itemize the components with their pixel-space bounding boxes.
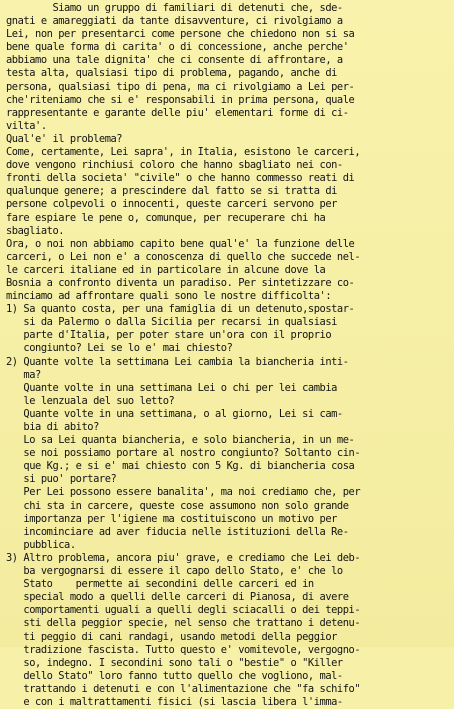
text-line: pubblica. bbox=[6, 538, 76, 551]
text-line: Siamo un gruppo di familiari di detenuti che, sde- bbox=[6, 2, 343, 14]
text-line: si puo' portare? bbox=[6, 473, 117, 486]
text-line: bia di abito? bbox=[6, 421, 99, 433]
text-line: rappresentante e garante delle piu' elementari forme di ci- bbox=[6, 106, 349, 119]
text-line: bene quale forma di carita' o di concessione, anche perche' bbox=[6, 41, 349, 54]
text-line: qualunque genere; a prescindere dal fatto se si tratta di bbox=[6, 185, 337, 198]
text-line: tradizione fascista. Tutto questo e' vomitevole, vergogno- bbox=[6, 643, 361, 656]
text-line: Come, certamente, Lei sapra', in Italia, esistono le carceri, bbox=[6, 146, 361, 159]
text-line: ba vergognarsi di essere il capo dello Stato, e' che lo bbox=[6, 565, 343, 578]
text-line: special modo a quelli delle carceri di Pianosa, di avere bbox=[6, 591, 349, 604]
text-line: le lenzuala del suo letto? bbox=[6, 394, 175, 407]
text-line: importanza per l'igiene ma costituiscono un motivo per bbox=[6, 512, 337, 525]
text-line: comportamenti uguali a quelli degli sciacalli o dei teppi- bbox=[6, 604, 361, 617]
text-line: gnati e amareggiati da tante disavventure, ci rivolgiamo a bbox=[6, 15, 343, 28]
list-item-3: 3) Altro problema, ancora piu' grave, e crediamo che Lei deb- bbox=[6, 551, 361, 564]
list-item-1: 1) Sa quanto costa, per una famiglia di un detenuto,spostar- bbox=[6, 303, 355, 316]
text-line: Quante volte in una settimana, o al giorno, Lei si cam- bbox=[6, 407, 343, 420]
section-heading: Qual'e' il problema? bbox=[6, 132, 123, 145]
text-line: Lei, non per presentarci come persone che chiedono non si sa bbox=[6, 28, 355, 41]
text-line: carceri, o Lei non e' a conoscenza di quello che succede nel- bbox=[6, 250, 361, 263]
text-line: dove vengono rinchiusi coloro che hanno sbagliato nei con- bbox=[6, 159, 343, 172]
text-line: si da Palermo o dalla Sicilia per recarsi in qualsiasi bbox=[6, 316, 337, 329]
text-line: parte d'Italia, per poter stare un'ora con il proprio bbox=[6, 329, 332, 342]
text-line: Ora, o noi non abbiamo capito bene qual'e' la funzione delle bbox=[6, 237, 355, 250]
text-line: Quante volte in una settimana Lei o chi per lei cambia bbox=[6, 381, 337, 394]
text-line: persona, qualsiasi tipo di pena, ma ci rivolgiamo a Lei per- bbox=[6, 80, 355, 93]
text-line: se noi possiamo portare al nostro congiunto? Soltanto cin- bbox=[6, 447, 361, 460]
text-line: Per Lei possono essere banalita', ma noi crediamo che, per bbox=[6, 486, 361, 499]
text-line: e con i maltrattamenti fisici (si lascia libera l'imma- bbox=[6, 695, 343, 708]
text-line: abbiamo una tale dignita' che ci consente di affrontare, a bbox=[6, 54, 343, 67]
text-line: che'riteniamo che si e' responsabili in prima persona, quale bbox=[6, 93, 355, 106]
text-line: vilta'. bbox=[6, 119, 47, 132]
list-item-2: 2) Quante volte la settimana Lei cambia la biancheria inti- bbox=[6, 355, 349, 368]
text-line: Bosnia a confronto diventa un paradiso. Per sintetizzare co- bbox=[6, 276, 355, 289]
text-line: persone colpevoli o innocenti, queste carceri servono per bbox=[6, 198, 337, 211]
text-line: que Kg.; e si e' mai chiesto con 5 Kg. di biancheria cosa bbox=[6, 460, 355, 473]
text-line: ti peggio di cani randagi, usando metodi della peggior bbox=[6, 630, 337, 643]
text-line: sti della peggior specie, nel senso che trattano i detenu- bbox=[6, 617, 361, 630]
text-line: le carceri italiane ed in particolare in alcune dove la bbox=[6, 263, 326, 276]
text-line: dello Stato" loro fanno tutto quello che vogliono, mal- bbox=[6, 669, 343, 682]
text-line: incominciare ad aver fiducia nelle istituzioni della Re- bbox=[6, 525, 349, 538]
text-line: trattando i detenuti e con l'alimentazione che "fa schifo" bbox=[6, 682, 361, 695]
text-line: minciamo ad affrontare quali sono le nostre difficolta': bbox=[6, 290, 332, 303]
text-line: chi sta in carcere, queste cose assumono non solo grande bbox=[6, 499, 349, 512]
text-line: sbagliato. bbox=[6, 224, 65, 237]
text-line: Stato permette ai secondini delle carceri ed in bbox=[6, 578, 314, 591]
text-line: fronti della societa' "civile" o che hanno commesso reati di bbox=[6, 172, 355, 185]
text-line: fare espiare le pene o, comunque, per recuperare chi ha bbox=[6, 211, 326, 224]
text-line: ma? bbox=[6, 368, 41, 381]
text-line: testa alta, qualsiasi tipo di problema, pagando, anche di bbox=[6, 67, 337, 80]
text-line: so, indegno. I secondini sono tali o "bestie" o "Killer bbox=[6, 656, 343, 669]
text-line: Lo sa Lei quanta biancheria, e solo biancheria, in un me- bbox=[6, 434, 355, 447]
text-line: congiunto? Lei se lo e' mai chiesto? bbox=[6, 342, 233, 355]
